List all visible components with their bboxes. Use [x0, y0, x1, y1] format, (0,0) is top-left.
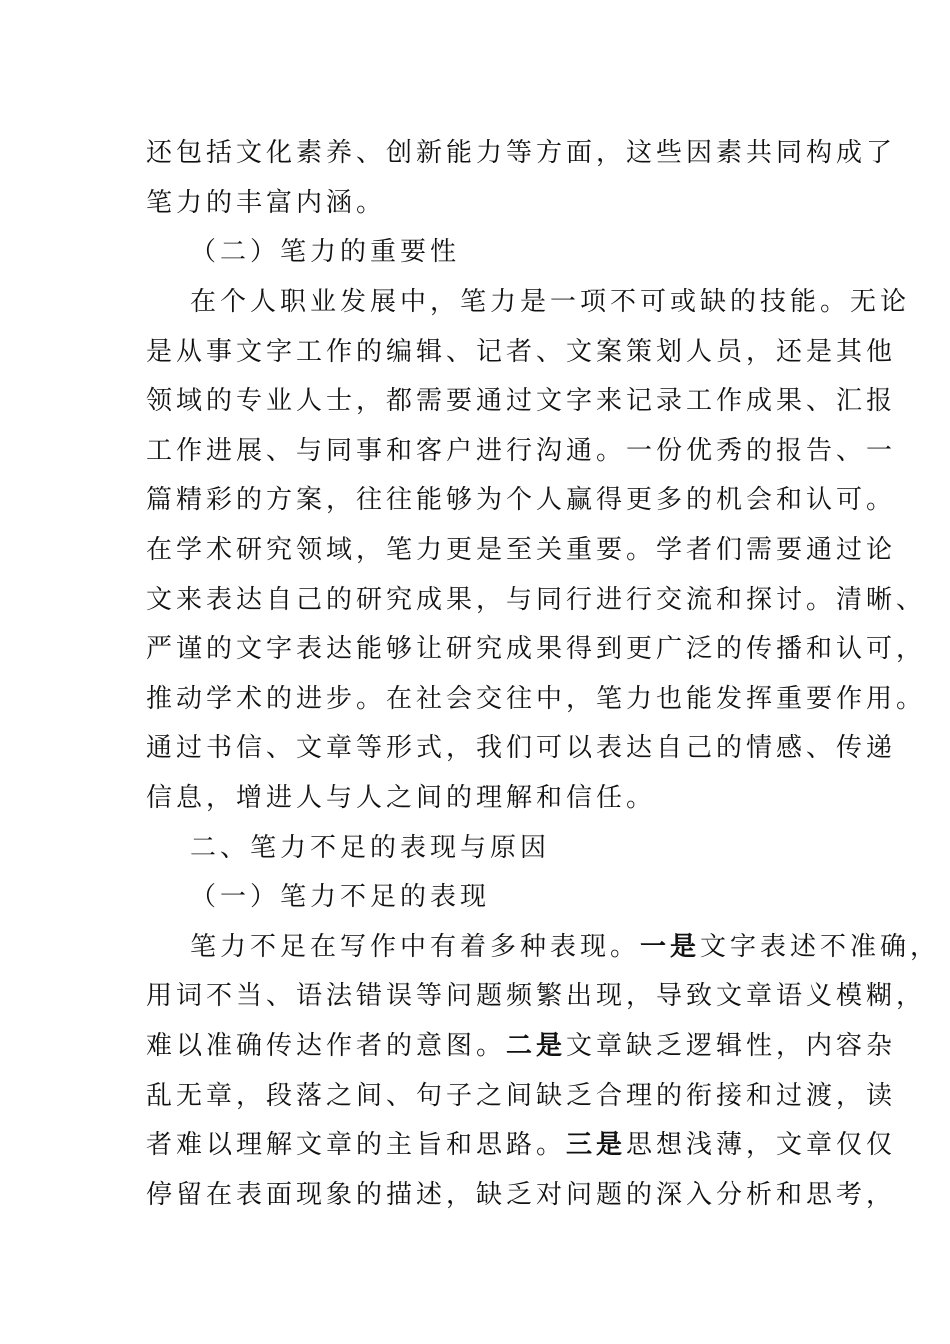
text-run: 笔力不足在写作中有着多种表现。: [190, 932, 641, 962]
text-line: 在个人职业发展中，笔力是一项不可或缺的技能。无论: [190, 287, 911, 317]
text-line: 在学术研究领域，笔力更是至关重要。学者们需要通过论: [146, 535, 897, 565]
text-line: 通过书信、文章等形式，我们可以表达自己的情感、传递: [146, 733, 897, 763]
chapter-heading: 二、笔力不足的表现与原因: [190, 833, 551, 863]
section-heading: （二）笔力的重要性: [190, 237, 461, 267]
text-line: [146, 1026, 896, 1066]
section-heading: （一）笔力不足的表现: [190, 882, 491, 912]
text-line: 用词不当、语法错误等问题频繁出现，导致文章语义模糊，: [146, 981, 927, 1011]
text-run: 思想浅薄，文章仅仅: [626, 1130, 897, 1160]
text-line: 乱无章，段落之间、句子之间缺乏合理的衔接和过渡，读: [146, 1081, 897, 1111]
text-run: 者难以理解文章的主旨和思路。: [146, 1130, 567, 1160]
text-line: 信息，增进人与人之间的理解和信任。: [146, 783, 657, 813]
text-run: 文字表述不准确，: [700, 932, 941, 962]
text-run: 文章缺乏逻辑性，内容杂: [566, 1031, 897, 1061]
text-line: 停留在表面现象的描述，缺乏对问题的深入分析和思考，: [146, 1180, 897, 1210]
text-line: 篇精彩的方案，往往能够为个人赢得更多的机会和认可。: [146, 485, 897, 515]
text-line: 工作进展、与同事和客户进行沟通。一份优秀的报告、一: [146, 436, 897, 466]
bold-marker: 三是: [566, 1130, 627, 1160]
text-line: [190, 927, 940, 967]
text-line: 严谨的文字表达能够让研究成果得到更广泛的传播和认可，: [146, 634, 927, 664]
text-line: 领域的专业人士，都需要通过文字来记录工作成果、汇报: [146, 386, 897, 416]
text-line: 笔力的丰富内涵。: [146, 188, 387, 218]
bold-marker: 一是: [640, 932, 701, 962]
text-line: 推动学术的进步。在社会交往中，笔力也能发挥重要作用。: [146, 684, 927, 714]
bold-marker: 二是: [506, 1031, 567, 1061]
text-line: 文来表达自己的研究成果，与同行进行交流和探讨。清晰、: [146, 585, 927, 615]
text-run: 难以准确传达作者的意图。: [146, 1031, 507, 1061]
text-line: 是从事文字工作的编辑、记者、文案策划人员，还是其他: [146, 337, 897, 367]
text-line: [146, 1125, 896, 1165]
text-line: 还包括文化素养、创新能力等方面，这些因素共同构成了: [146, 138, 897, 168]
